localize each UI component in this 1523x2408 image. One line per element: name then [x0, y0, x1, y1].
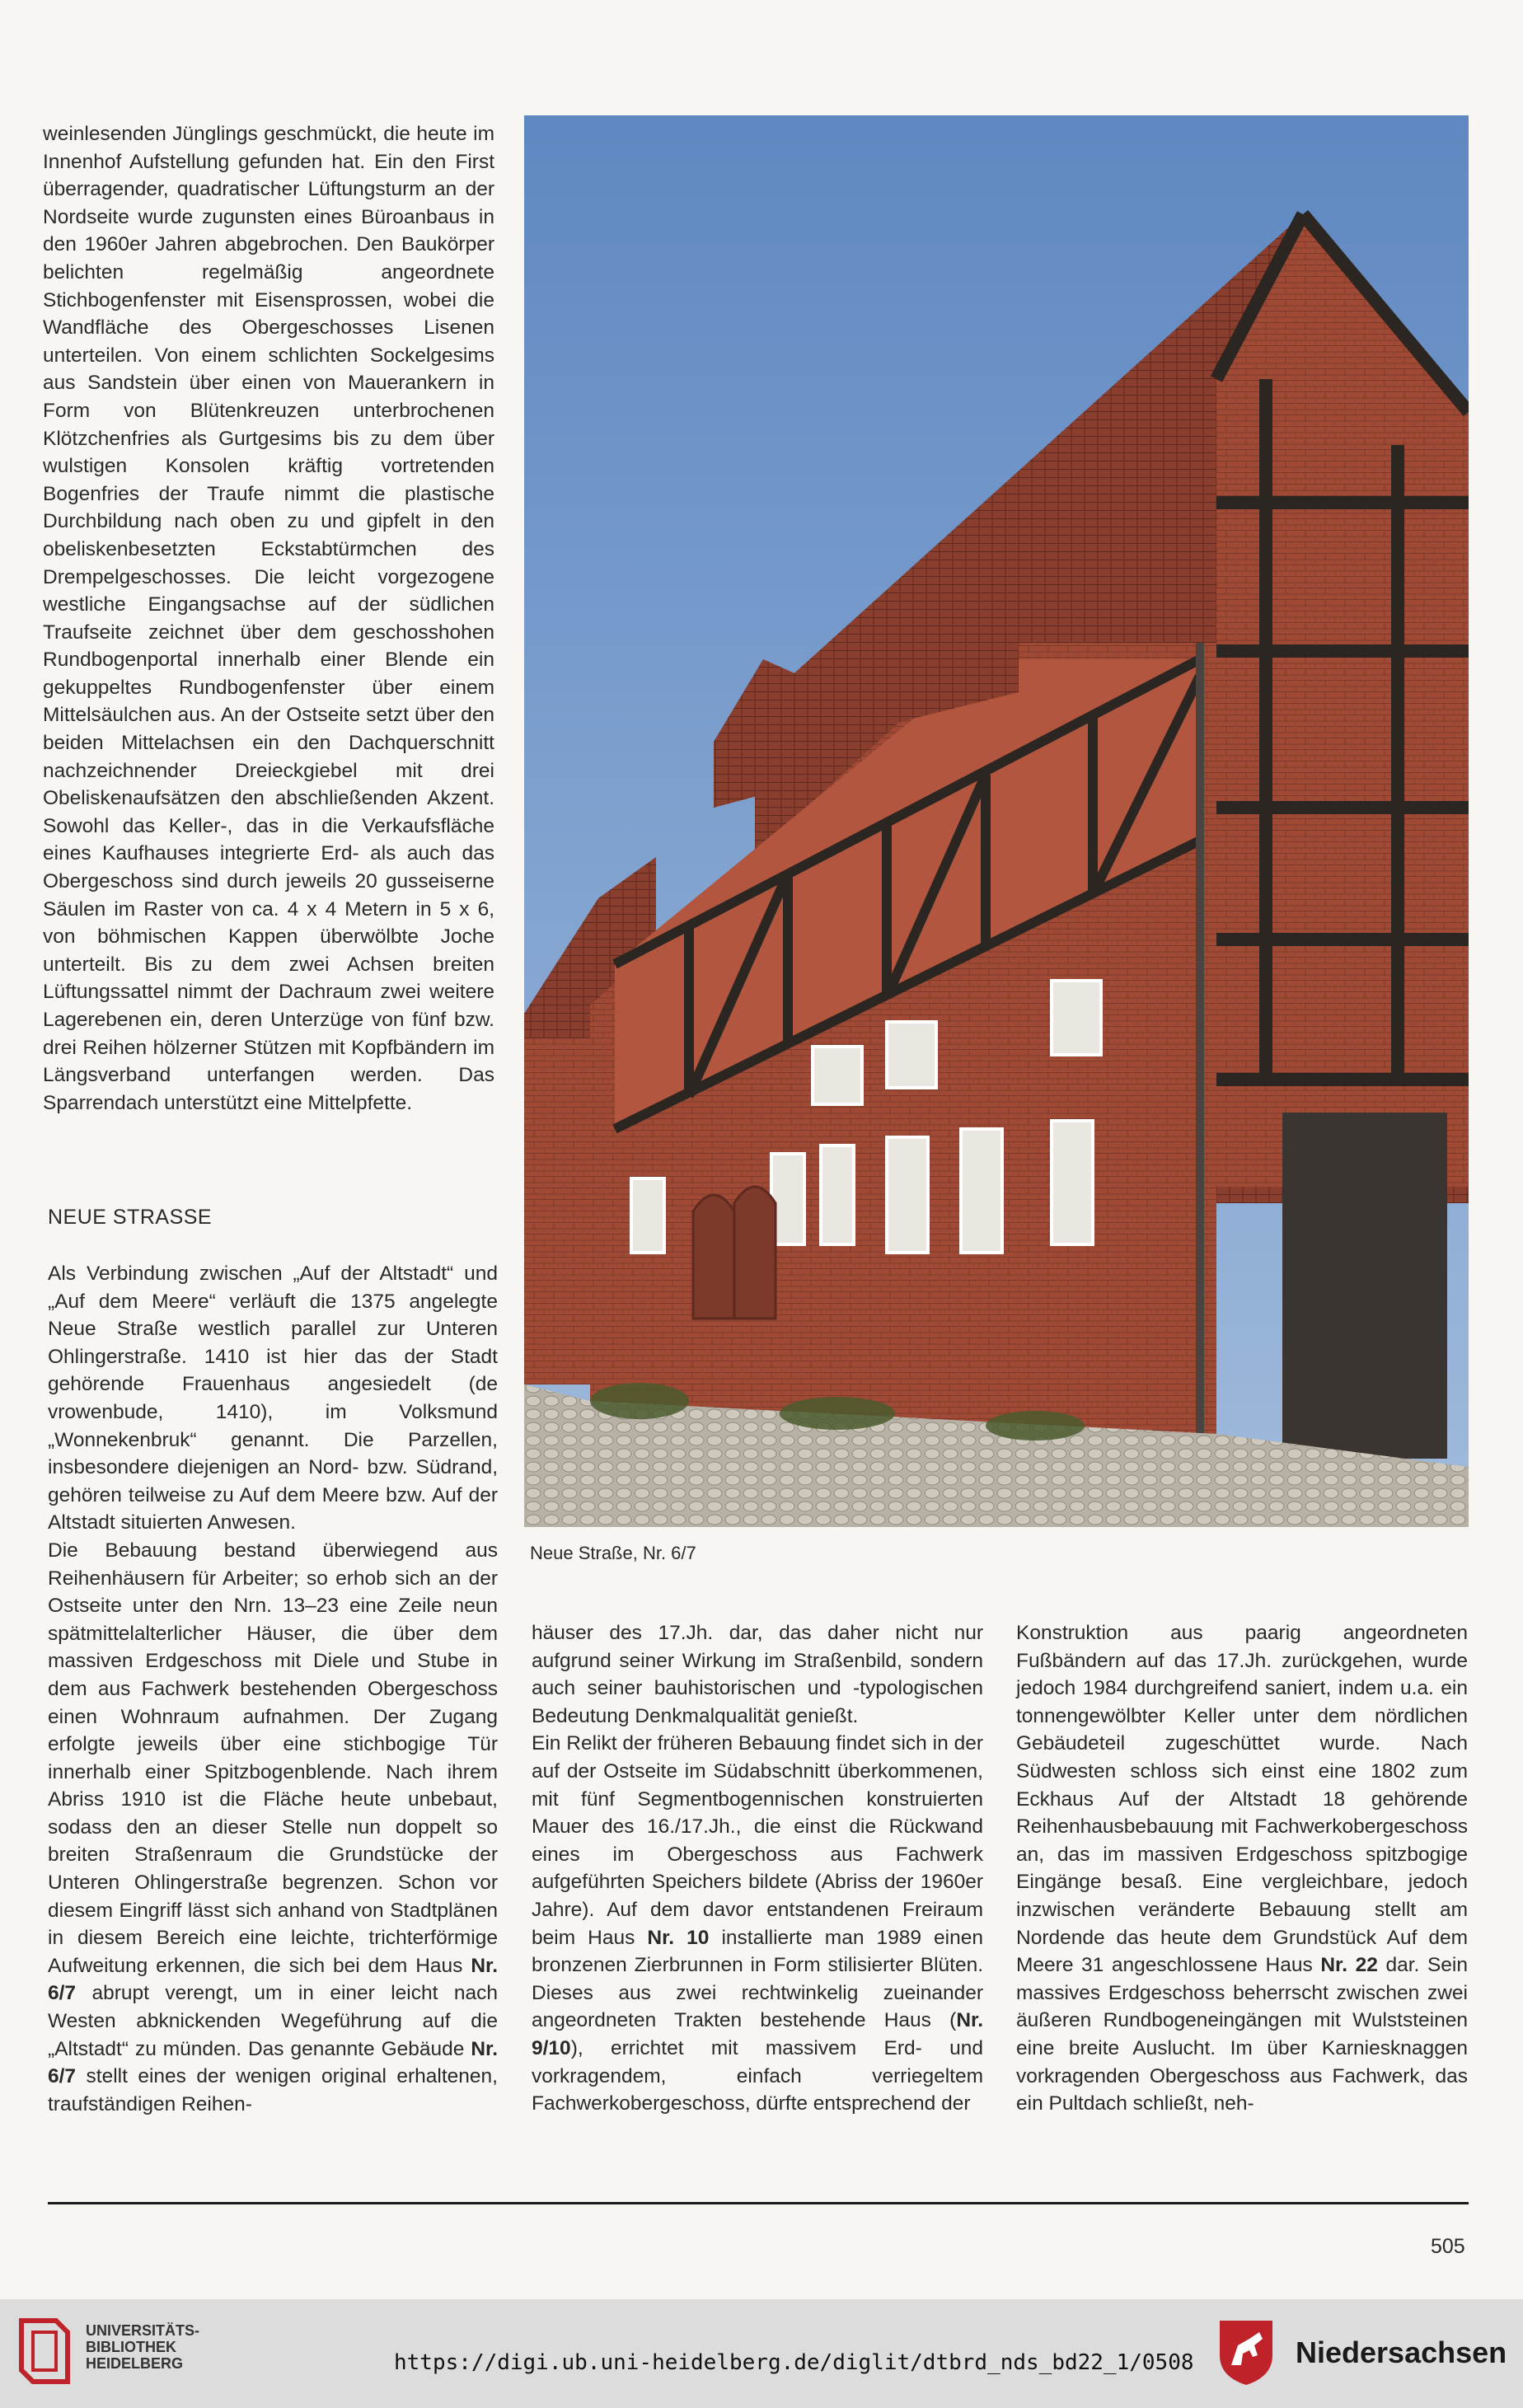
house-number: Nr. 10	[647, 1926, 710, 1949]
text-run: installierte man 1989 einen bronzenen Zierbrunnen in Form stilisierter Blüten. Dieses aus zwei rechtwinkelig zueinander angeordneten Trakten bestehende Haus (	[532, 1926, 983, 2032]
half-timbered-house-illustration	[524, 115, 1469, 1527]
house-number: Nr. 6/7	[48, 1954, 498, 2005]
page-number: 505	[1431, 2235, 1465, 2258]
text-run: Konstruktion aus paarig angeordneten Fußbändern auf das 17.Jh. zurückgehen, wurde jedoch 1984 durchgreifend saniert, indem u.a. ein tonnengewölbter Keller unter dem nördlichen Gebäudeteil zugeschüttet wurde. Nach Südwesten schloss sich einst eine 1802 zum Eckhaus Auf der Altstadt 18 gehörende Reihenhausbebauung mit Fachwerkobergeschoss an, das im massiven Erdgeschoss spitzbogige Eingänge besaß. Eine vergleichbare, jedoch inzwischen veränderte Bebauung stellt am Nordende das heute dem Grundstück Auf dem Meere 31 angeschlossene Haus	[1016, 1622, 1468, 1977]
paragraph: häuser des 17.Jh. dar, das daher nicht nur aufgrund seiner Wirkung im Straßenbild, sondern auch seiner bauhistorischen und -typologischen Bedeutung Denkmalqualität genießt.	[532, 1622, 983, 1727]
house-number: Nr. 22	[1320, 1954, 1378, 1977]
text-run: Ein Relikt der früheren Bebauung findet sich in der auf der Ostseite im Südabschnitt überkommenen, mit fünf Segmentbogennischen konstruierten Mauer des 16./17.Jh., die einst die Rückwand eines im Obergeschoss aus Fachwerk aufgeführten Speichers bildete (Abriss der 1960er Jahre). Auf dem davor entstandenen Freiraum beim Haus	[532, 1732, 983, 1949]
text-run: ), errichtet mit massivem Erd- und vorkragendem, einfach verriegeltem Fachwerkobergeschoss, dürfte entsprechend der	[532, 2036, 983, 2115]
house-number: Nr. 6/7	[48, 2037, 498, 2088]
library-name	[86, 2322, 199, 2372]
text-run: abrupt verengt, um in einer leicht nach Westen abknickenden Wegeführung auf die „Altstadt“ zu münden. Das genannte Gebäude	[48, 1982, 498, 2060]
paragraph	[48, 1537, 498, 2118]
house-number: Nr. 9/10	[532, 2009, 983, 2059]
text-run: dar. Sein massives Erdgeschoss beherrscht zwischen zwei äußeren Rundbogeneingängen mit Wulststeinen eine breite Auslucht. Im über Karniesknaggen vorkragenden Obergeschoss aus Fachwerk, das ein Pultdach schließt, neh-	[1016, 1954, 1468, 2115]
library-name-line: UNIVERSITÄTS-	[86, 2322, 200, 2339]
text-run: Die Bebauung bestand überwiegend aus Reihenhäusern für Arbeiter; so erhob sich an der Ostseite unter den Nrn. 13–23 eine Zeile neun spätmittelalterlicher Häuser, die über dem massiven Erdgeschoss mit Diele und Stube in dem aus Fachwerk bestehenden Obergeschoss einen Wohnraum aufnahmen. Der Zugang erfolgte jeweils über eine stichbogige Tür innerhalb einer Spitzbogenblende. Nach ihrem Abriss 1910 ist die Fläche heute unbebaut, sodass den an dieser Stelle nun doppelt so breiten Straßenraum die Grundstücke der Unteren Ohlingerstraße begrenzen. Schon vor diesem Eingriff lässt sich anhand von Stadtplänen in diesem Bereich eine leichte, trichterförmige Aufweitung erkennen, die sich bei dem Haus	[48, 1539, 498, 1977]
library-name-line: HEIDELBERG	[86, 2355, 184, 2372]
document-url-link[interactable]: https://digi.ub.uni-heidelberg.de/diglit/dtbrd_nds_bd22_1/0508	[394, 2350, 1194, 2375]
paragraph: weinlesenden Jünglings geschmückt, die heute im Innenhof Aufstellung gefunden hat. Ein den First überragender, quadratischer Lüftungsturm an der Nordseite wurde zugunsten eines Büroanbaus in den 1960er Jahren abgebrochen. Den Baukörper belichten regelmäßig angeordnete Stichbogenfenster mit Eisensprossen, wobei die Wandfläche des Obergeschosses Lisenen unterteilen. Von einem schlichten Sockelgesims aus Sandstein über einen von Mauerankern in Form von Blütenkreuzen unterbrochenen Klötzchenfries als Gurtgesims bis zu dem über wulstigen Konsolen kräftig vortretenden Bogenfries der Traufe nimmt die plastische Durchbildung nach oben zu und gipfelt in den obeliskenbesetzten Eckstabtürmchen des Drempelgeschosses. Die leicht vorgezogene westliche Eingangsachse auf der südlichen Traufseite zeichnet über dem geschosshohen Rundbogenportal innerhalb einer Blende ein gekuppeltes Rundbogenfenster über einem Mittelsäulchen aus. An der Ostseite setzt über den beiden Mittelachsen ein den Dachquerschnitt nachzeichnender Dreieckgiebel mit drei Obeliskenaufsätzen den abschließenden Akzent. Sowohl das Keller-, das in die Verkaufsfläche eines Kaufhauses integrierte Erd- als auch das Obergeschoss sind durch jeweils 20 gusseiserne Säulen im Raster von ca. 4 x 4 Metern in 5 x 6, von böhmischen Kappen überwölbte Joche unterteilt. Bis zu dem zwei Achsen breiten Lüftungssattel nimmt der Dachraum zwei weitere Lagerebenen ein, deren Unterzüge von fünf bzw. drei Reihen hölzerner Stützen mit Kopfbändern im Längsverband unterfangen werden. Das Sparrendach unterstützt eine Mittelpfette.	[43, 123, 494, 1114]
paragraph	[532, 1730, 983, 2117]
library-name-line: BIBLIOTHEK	[86, 2339, 176, 2355]
viewer-footer-bar	[0, 2299, 1523, 2408]
footer-rule	[48, 2202, 1469, 2204]
building-photo	[524, 115, 1469, 1527]
university-library-logo-icon[interactable]	[15, 2312, 74, 2388]
photo-caption: Neue Straße, Nr. 6/7	[530, 1543, 696, 1563]
text-column-right	[1016, 1619, 1468, 2118]
section-heading: NEUE STRASSE	[48, 1206, 213, 1229]
text-run: stellt eines der wenigen original erhaltenen, traufständigen Reihen-	[48, 2065, 498, 2115]
paragraph: Als Verbindung zwischen „Auf der Altstadt“ und „Auf dem Meere“ verläuft die 1375 angelegte Neue Straße westlich parallel zur Unteren Ohlingerstraße. 1410 ist hier das der Stadt gehörende Frauenhaus angesiedelt (de vrowenbude, 1410), im Volksmund „Wonnekenbruk“ genannt. Die Parzellen, insbesondere diejenigen an Nord- bzw. Südrand, gehören teilweise zu Auf dem Meere bzw. Auf der Altstadt situierten Anwesen.	[48, 1263, 498, 1534]
text-column-left-bottom	[48, 1260, 498, 2118]
lower-saxony-coat-of-arms-icon[interactable]	[1216, 2317, 1276, 2387]
paragraph	[1016, 1619, 1468, 2118]
state-name: Niedersachsen	[1296, 2335, 1507, 2369]
text-column-left-top	[43, 120, 494, 1117]
text-column-middle	[532, 1619, 983, 2118]
